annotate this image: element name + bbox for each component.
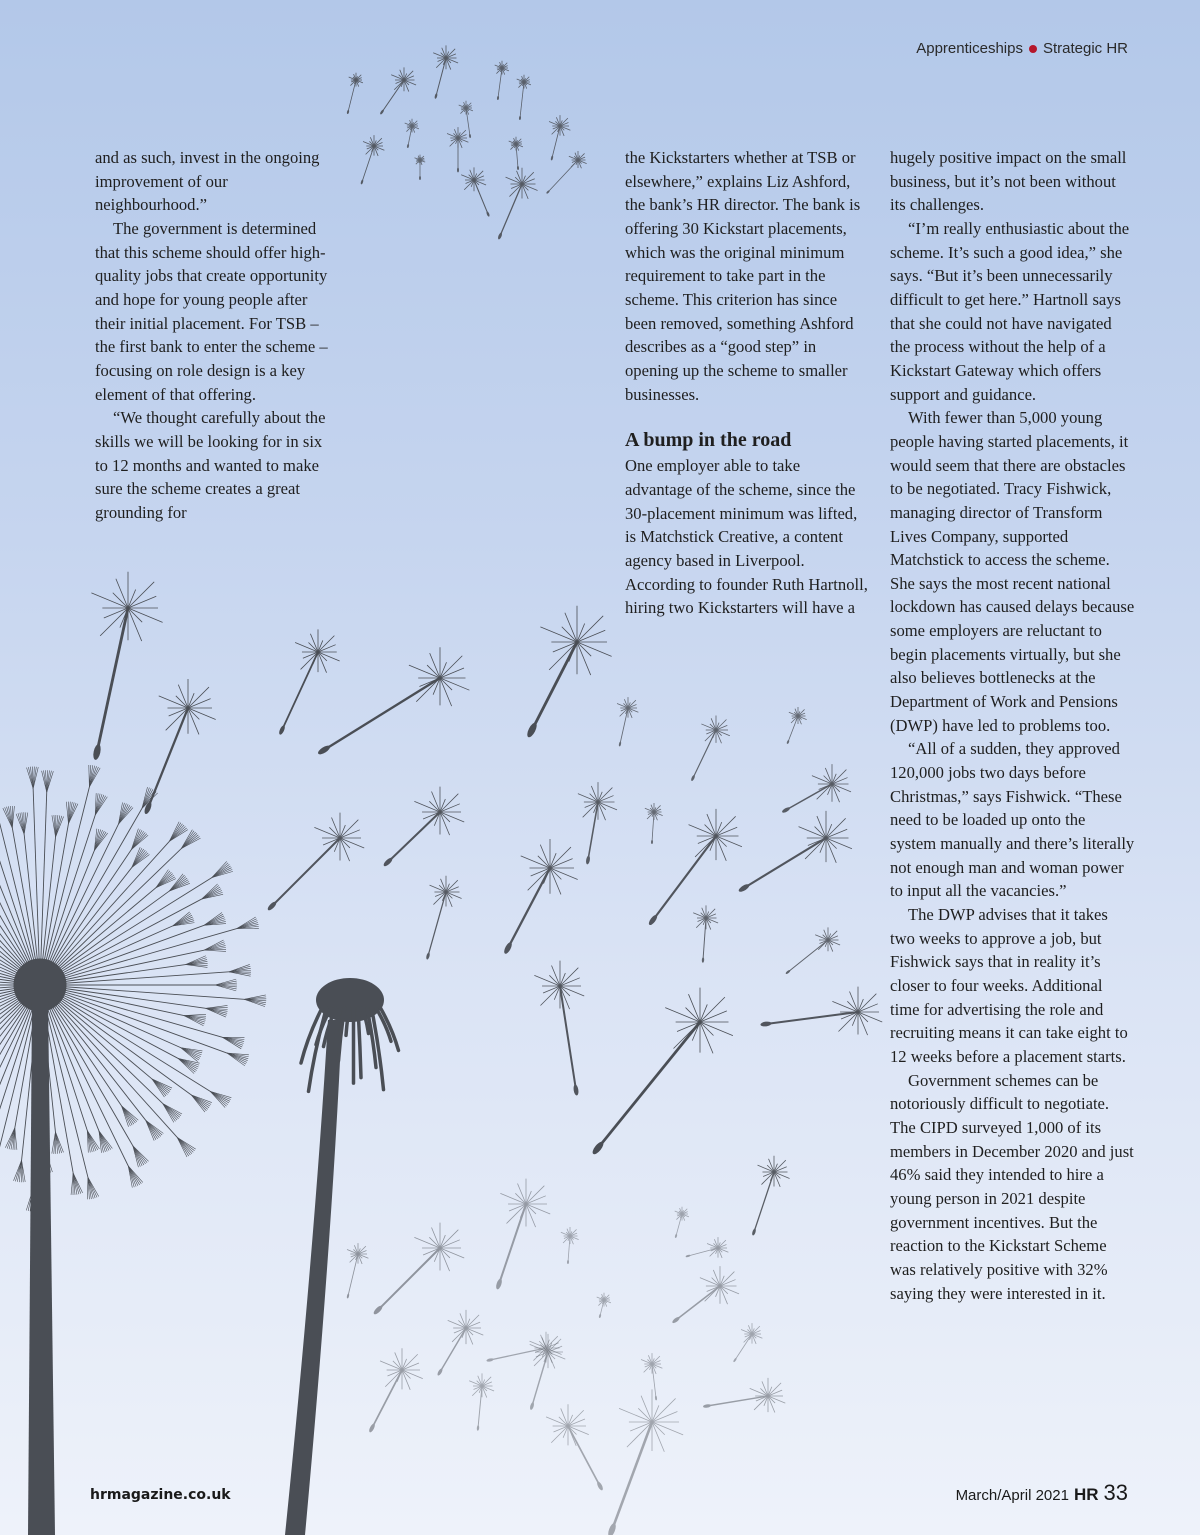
dandelion-seed-icon [437,1310,484,1376]
dandelion-seed-icon [503,839,578,955]
dandelion-seed-icon [405,119,419,148]
dandelion-seed-icon [517,75,531,120]
dandelion-seed-icon [368,1348,423,1433]
separator-dot-icon [1029,45,1037,53]
paragraph: and as such, invest in the ongoing improvement of our neighbourhood.” [95,148,320,215]
paragraph: The government is determined that this scheme should offer high-quality jobs that create opportunity and hope for young people after their initial placement. For TSB – the first bank to enter the scheme – focusing on role design is a key element of that offering. [95,218,328,404]
dandelion-seed-icon [597,1293,611,1318]
article-column-1 [95,146,335,525]
dandelion-seed-icon [461,167,490,217]
dandelion-seed-icon [372,1223,464,1316]
website-url: hrmagazine.co.uk [90,1487,231,1503]
paragraph: Government schemes can be notoriously difficult to negotiate. The CIPD surveyed 1,000 of its members in December 2020 and just 46% said they intended to hire a young person in 2021 despite government incentives. But the reaction to the Kickstart Scheme was relatively positive with 32% saying they were interested in it. [890,1070,1134,1303]
paragraph: The DWP advises that it takes two weeks to approve a job, but Fishwick says that in reality it’s closer to four weeks. Additional time for advertising the role and recruiting means it can take eight to 12 weeks before a placement starts. [890,905,1128,1066]
dandelion-seed-icon [525,606,611,739]
dandelion-seed-icon [433,45,458,99]
paragraph: the Kickstarters whether at TSB or elsewhere,” explains Liz Ashford, the bank’s HR director. The bank is offering 30 Kickstart placements, which was the original minimum requirement to take part in the scheme. This criterion has since been removed, something Ashford describes as a “good step” in opening up the scheme to smaller businesses. [625,148,861,404]
paragraph: hugely positive impact on the small business, but it’s not been without its challenges. [890,148,1127,215]
paragraph: “All of a sudden, they approved 120,000 jobs two days before Christmas,” says Fishwick. “These need to be loaded up onto the system manually and there’s literally not enough man and woman power to input all the vacancies.” [890,739,1135,901]
dandelion-seed-icon [495,61,509,100]
dandelion-seed-icon [751,1156,789,1236]
dandelion-seed-icon [469,1373,494,1431]
dandelion-seed-icon [509,137,523,170]
dandelion-seed-icon [415,155,426,180]
dandelion-seed-icon [497,168,537,240]
dandelion-seed-icon [143,679,216,815]
dandelion-seed-icon [534,961,584,1096]
dandelion-seed-icon [549,115,570,160]
subheading: A bump in the road [625,429,792,452]
dandelion-seed-icon [693,905,718,963]
dandelion-seed-icon [426,876,462,960]
dandelion-seed-icon [266,813,364,912]
dandelion-seed-icon [495,1179,550,1290]
dandelion-seed-icon [346,1243,368,1298]
bare-dandelion-icon [285,978,399,1535]
dandelion-seed-icon [360,135,384,184]
dandelion-seed-icon [647,809,742,926]
dandelion-seed-icon [690,716,729,782]
dandelion-seed-icon [459,101,473,138]
subsection-label: Strategic HR [1042,40,1128,57]
dandelion-seed-icon [645,803,663,844]
dandelion-seed-icon [733,1323,763,1362]
paragraph: “I’m really enthusiastic about the scheme. It’s such a good idea,” she says. “But it’s been unnecessarily difficult to get here.” Hartnoll says that she could not have navigated the process without the help of a Kickstart Gateway which offers support and guidance. [890,218,1130,404]
dandelion-seed-icon [785,927,840,974]
article-column-3 [890,146,1135,1305]
paragraph: With fewer than 5,000 young people having started placements, it would seem that there are obstacles to be negotiated. Tracy Fishwick, managing director of Transform Lives Company, supported Matchstick to access the scheme. She says the most recent national lockdown has caused delays because some employers are reluctant to begin placements virtually, but she also believes bottlenecks at the Department of Work and Pensions (DWP) have led to problems too. [890,408,1135,735]
section-label: Apprenticeships [916,40,1023,57]
dandelion-seed-icon [91,572,162,761]
dandelion-seed-icon [278,629,340,735]
dandelion-seedhead-icon [0,765,266,1535]
dandelion-seed-icon [786,707,806,744]
dandelion-seed-icon [738,811,852,893]
page-number: 33 [1103,1480,1128,1505]
dandelion-seed-icon [578,782,617,865]
magazine-name: HR [1073,1485,1099,1504]
issue-date: March/April 2021 [955,1487,1069,1504]
dandelion-seed-icon [703,1378,786,1413]
dandelion-seed-icon [317,647,470,756]
running-header [916,40,1128,57]
dandelion-seed-icon [617,697,638,746]
dandelion-seed-icon [607,1389,683,1535]
article-column-2 [625,146,870,620]
dandelion-seed-icon [685,1237,728,1258]
dandelion-seed-icon [591,988,733,1156]
dandelion-seed-icon [671,1266,739,1324]
paragraph: One employer able to take advantage of the scheme, since the 30-placement minimum was lifted, is Matchstick Creative, a content agency based in Liverpool. According to founder Ruth Hartnoll, hiring two Kickstarters will have a [625,456,868,618]
dandelion-seed-icon [760,987,882,1036]
paragraph: “We thought carefully about the skills we will be looking for in six to 12 months and wanted to make sure the scheme creates a great grounding for [95,408,326,522]
folio [956,1480,1128,1506]
dandelion-seed-icon [546,1404,604,1491]
dandelion-seed-icon [347,73,363,114]
dandelion-seed-icon [382,787,464,868]
dandelion-seed-icon [781,764,851,814]
dandelion-seed-icon [675,1207,689,1238]
dandelion-seed-icon [379,67,416,115]
dandelion-seed-icon [561,1227,579,1264]
dandelion-seed-icon [447,127,468,172]
